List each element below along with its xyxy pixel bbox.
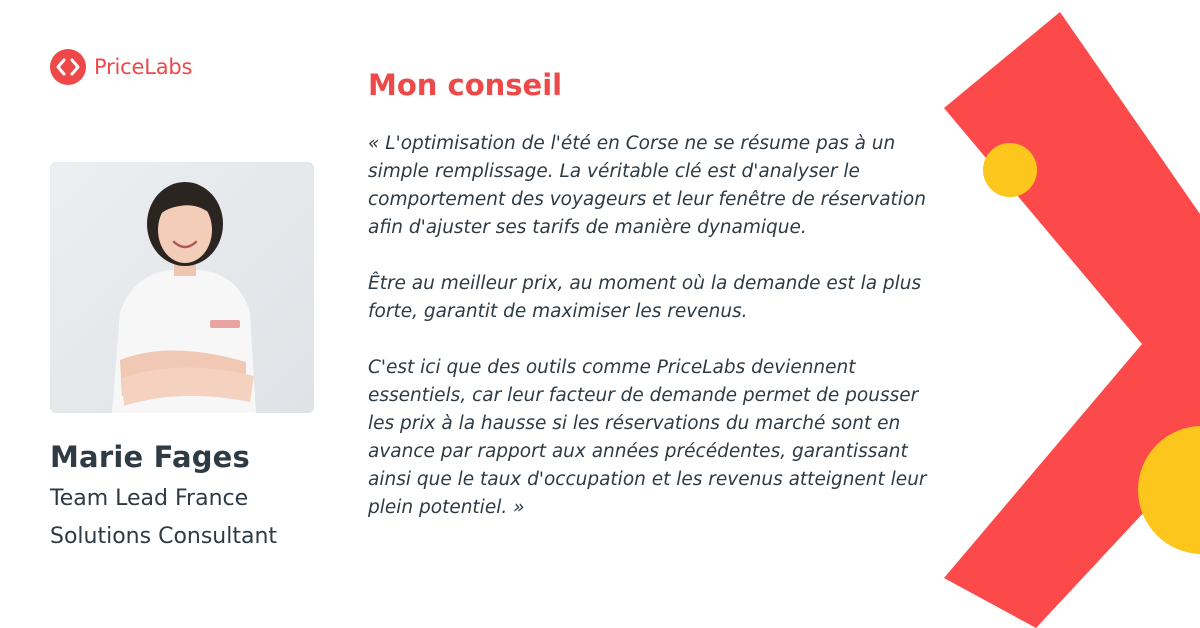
- chevron-code-icon: [50, 49, 86, 85]
- pricelabs-logo: [50, 48, 192, 86]
- portrait-illustration: [50, 162, 314, 413]
- quote-paragraph-1: « L'optimisation de l'été en Corse ne se résume pas à un simple remplissage. La véritable clé est d'analyser le comportement des voyageurs et leur fenêtre de réservation afin d'ajuster ses tarifs de manière dynamique.: [368, 133, 926, 238]
- yellow-circle-large: [1138, 426, 1200, 554]
- red-chevron-shape: [944, 12, 1200, 628]
- portrait-photo: [50, 162, 314, 413]
- section-title: Mon conseil: [368, 68, 563, 102]
- quote-paragraph-2: Être au meilleur prix, au moment où la demande est la plus forte, garantit de maximiser les revenus.: [368, 273, 922, 322]
- person-role-line-1: Team Lead France: [50, 486, 249, 511]
- quote-block: [368, 130, 938, 550]
- logo-text: PriceLabs: [94, 55, 193, 79]
- person-role-line-2: Solutions Consultant: [50, 524, 278, 549]
- yellow-circle-small: [983, 143, 1037, 197]
- quote-paragraph-3: C'est ici que des outils comme PriceLabs deviennent essentiels, car leur facteur de demande permet de pousser les prix à la hausse si les réservations du marché sont en avance par rapport aux années précédentes, garantissant ainsi que le taux d'occupation et les revenus atteignent leur plein potentiel. »: [368, 357, 927, 518]
- person-role: [50, 480, 340, 556]
- person-name: Marie Fages: [50, 440, 251, 474]
